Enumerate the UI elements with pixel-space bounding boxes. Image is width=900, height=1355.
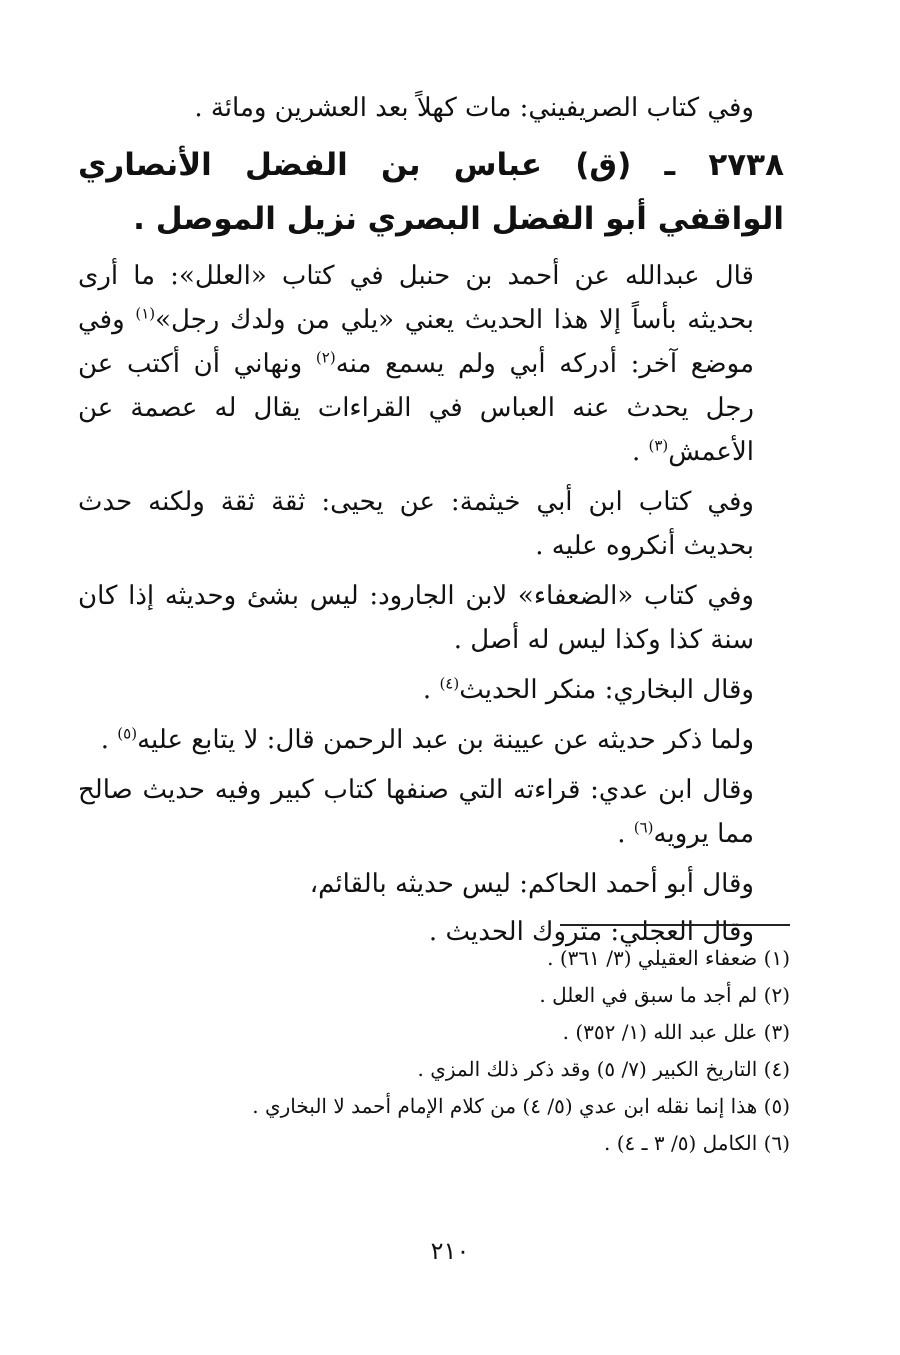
footnote-ref-5: (٥) <box>117 724 138 743</box>
paragraph-ijli: وقال العجلي: متروك الحديث . <box>428 917 754 947</box>
main-text <box>78 86 784 954</box>
paragraph-ahmad <box>78 254 784 474</box>
footnote-1: (١) ضعفاء العقيلي (٣/ ٣٦١) . <box>547 946 790 970</box>
paragraph-text: قال عبدالله عن أحمد بن حنبل في كتاب «العلل»: ما أرى بحديثه بأساً إلا هذا الحديث يعني «يلي من ولدك رجل» <box>78 261 754 335</box>
paragraph-text: ونهاني أن أكتب عن رجل يحدث عنه العباس في القراءات يقال له عصمة عن الأعمش <box>78 349 754 467</box>
paragraph-ibn-abi-khaythama: وفي كتاب ابن أبي خيثمة: عن يحيى: ثقة ثقة ولكنه حدث بحديث أنكروه عليه . <box>78 487 754 561</box>
paragraph-text: ولما ذكر حديثه عن عيينة بن عبد الرحمن قال: لا يتابع عليه <box>137 725 754 755</box>
footnote-6: (٦) الكامل (٥/ ٣ ـ ٤) . <box>604 1131 790 1155</box>
paragraph-text: وقال البخاري: منكر الحديث <box>459 675 754 705</box>
footnote-2: (٢) لم أجد ما سبق في العلل . <box>539 983 790 1007</box>
footnote-ref-2: (٢) <box>315 348 336 367</box>
footnote-4: (٤) التاريخ الكبير (٧/ ٥) وقد ذكر ذلك المزي . <box>417 1057 790 1081</box>
paragraph-duafa: وفي كتاب «الضعفاء» لابن الجارود: ليس بشئ وحديثه إذا كان سنة كذا وكذا ليس له أصل . <box>78 581 754 655</box>
paragraph-text: . <box>422 675 440 705</box>
footnote-ref-1: (١) <box>135 304 156 323</box>
paragraph-hakim: وقال أبو أحمد الحاكم: ليس حديثه بالقائم، <box>309 869 754 899</box>
footnote-divider <box>560 924 790 926</box>
footnote-3: (٣) علل عبد الله (١/ ٣٥٢) . <box>562 1020 790 1044</box>
footnote-ref-6: (٦) <box>633 818 654 837</box>
paragraph-bukhari <box>78 668 784 712</box>
entry-heading: ٢٧٣٨ ـ (ق) عباس بن الفضل الأنصاري الواقفي أبو الفضل البصري نزيل الموصل . <box>78 147 784 237</box>
footnotes <box>150 940 790 1162</box>
footnote-ref-4: (٤) <box>439 674 460 693</box>
paragraph-ibn-adi <box>78 768 784 856</box>
paragraph-text: . <box>100 725 118 755</box>
paragraph-text: . <box>631 437 649 467</box>
paragraph-text: . <box>617 819 634 849</box>
page-number: ٢١٠ <box>430 1237 470 1265</box>
intro-line: وفي كتاب الصريفيني: مات كهلاً بعد العشرين ومائة . <box>194 93 754 123</box>
paragraph-uyayna <box>78 718 784 762</box>
paragraph-text: وقال ابن عدي: قراءته التي صنفها كتاب كبير وفيه حديث صالح مما يرويه <box>78 775 754 849</box>
paragraph-text: وفي موضع آخر: أدركه أبي ولم يسمع منه <box>78 305 754 379</box>
footnote-5: (٥) هذا إنما نقله ابن عدي (٥/ ٤) من كلام الإمام أحمد لا البخاري . <box>252 1094 790 1118</box>
footnote-ref-3: (٣) <box>648 436 669 455</box>
